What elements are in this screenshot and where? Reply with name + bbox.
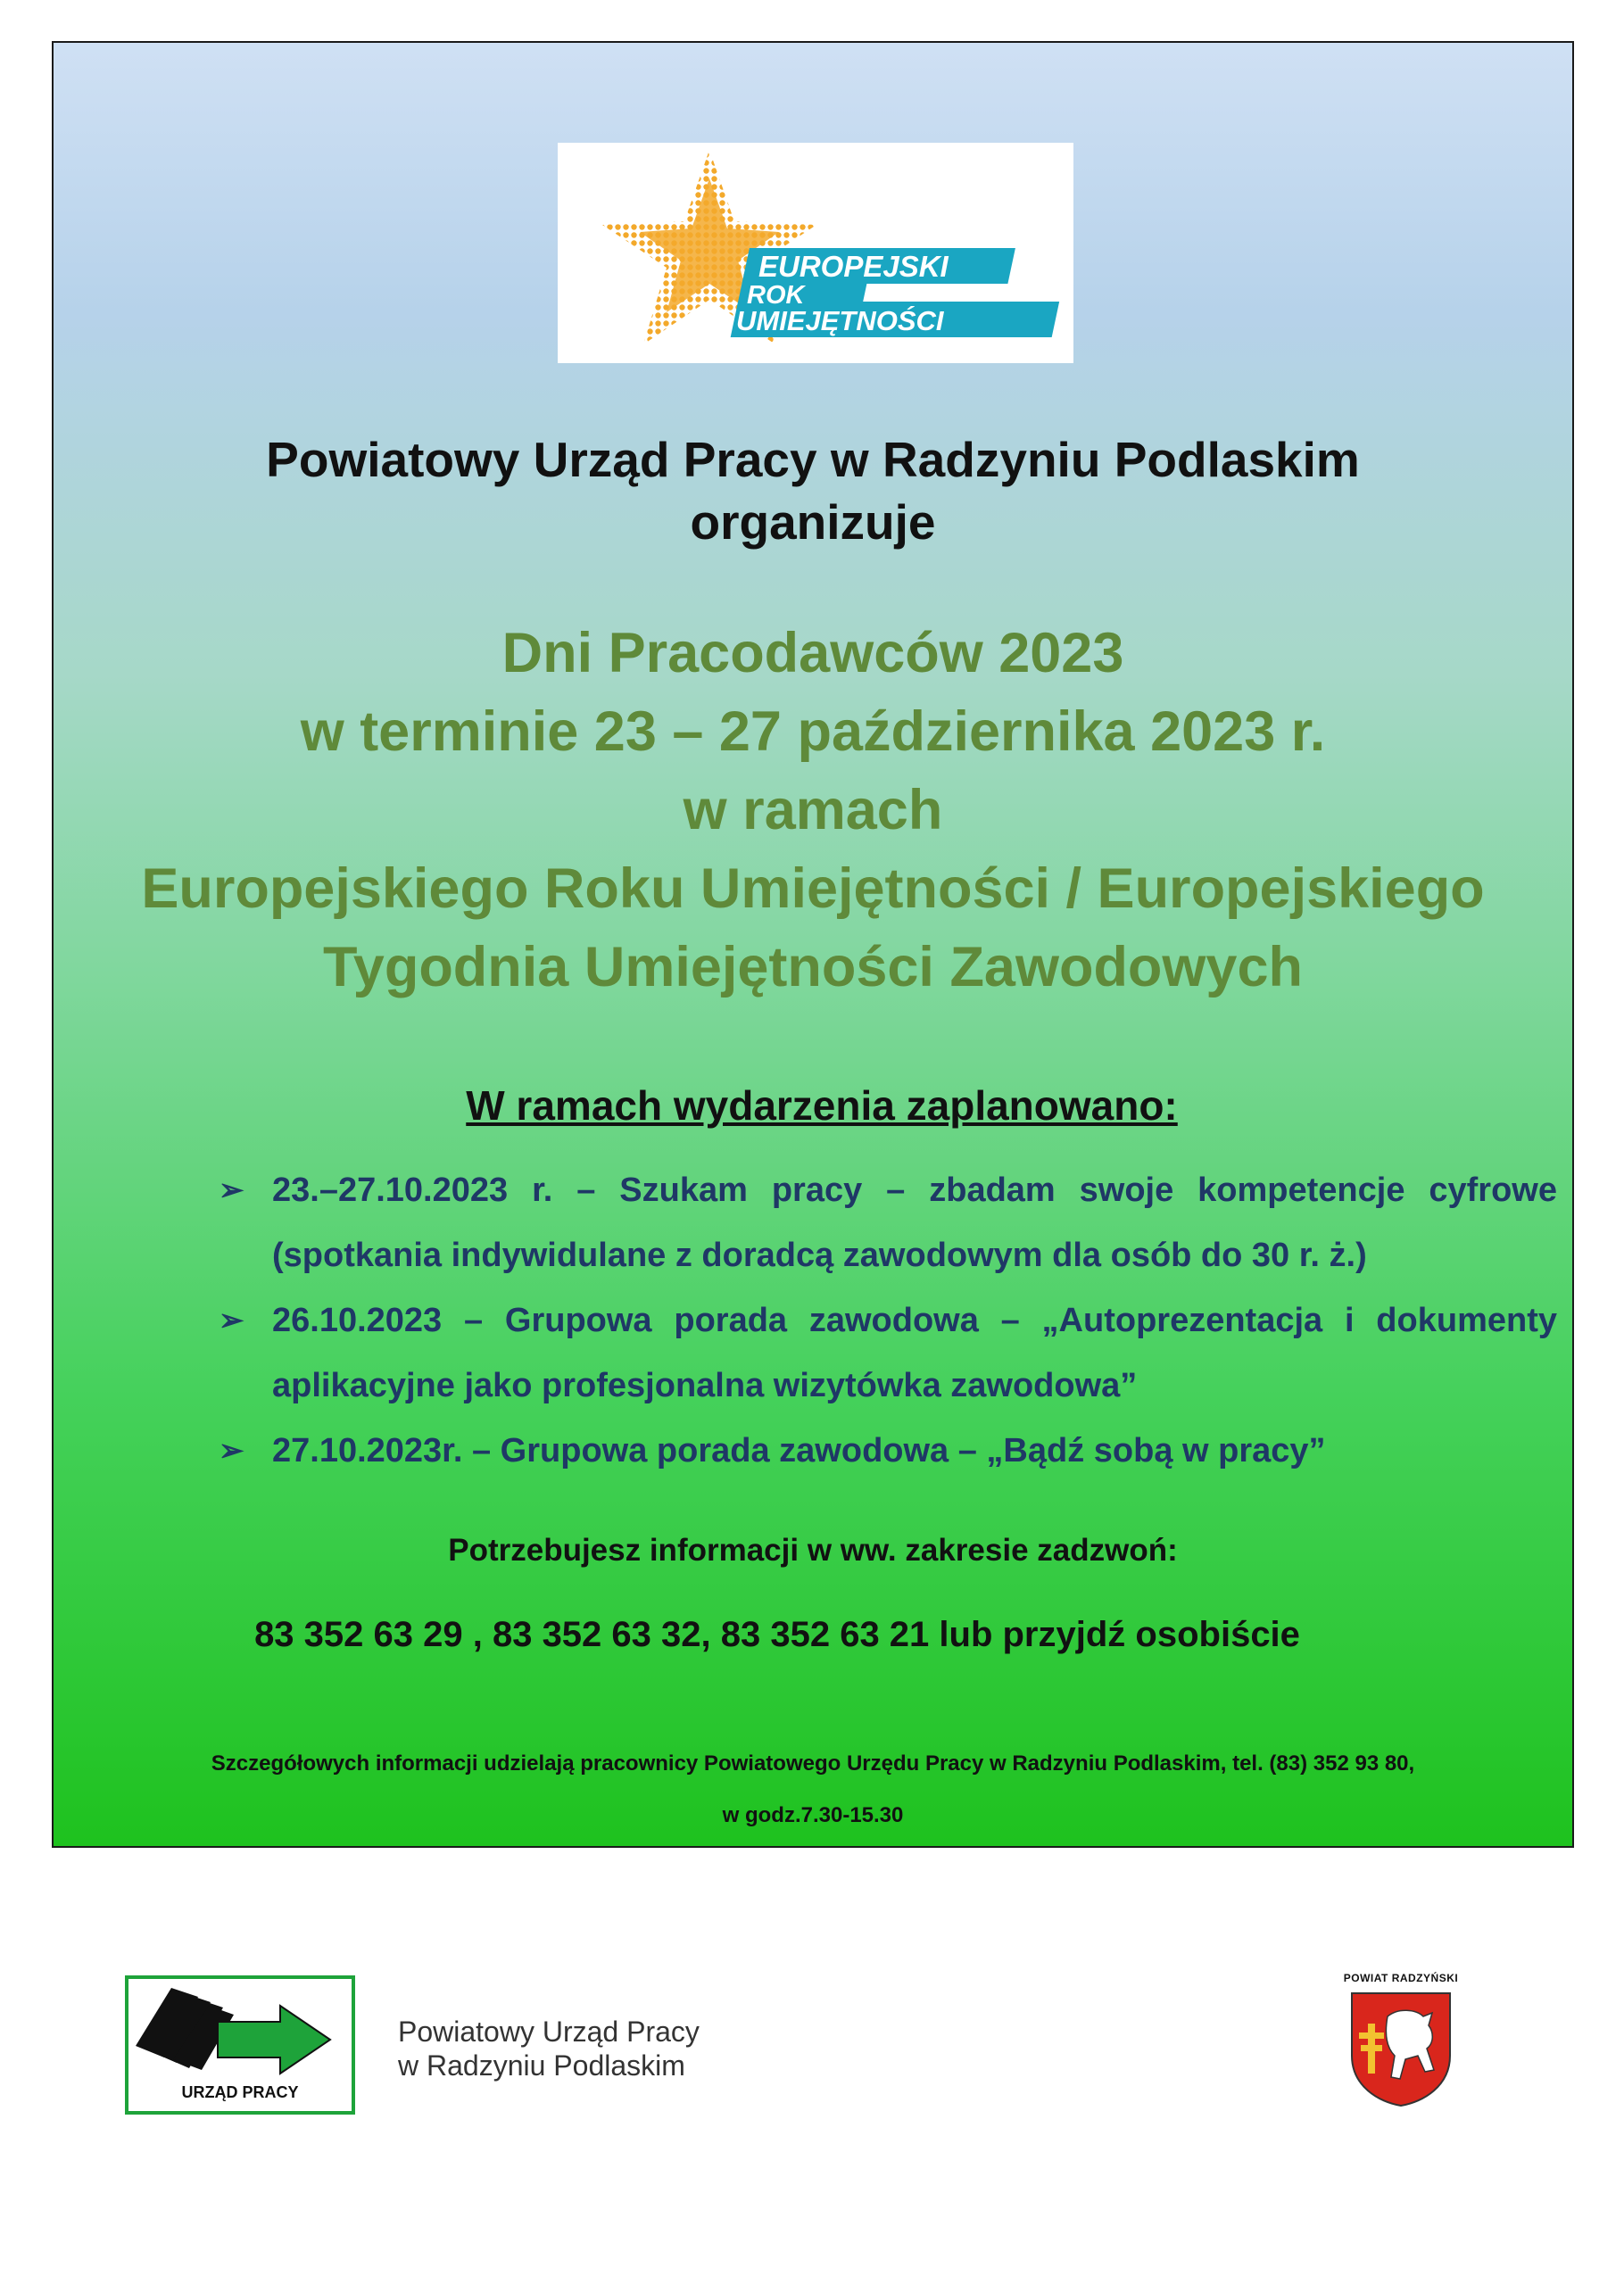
arrowhead-bullet-icon: ➢ — [219, 1304, 244, 1337]
poster — [52, 41, 1574, 1848]
organizer-heading — [54, 428, 1572, 553]
list-item — [219, 1288, 1557, 1419]
logo-line3: UMIEJĘTNOŚCI — [736, 305, 944, 336]
list-item-text: 23.–27.10.2023 r. – Szukam pracy – zbadam swoje kompetencje cyfrowe (spotkania indywidulane z doradcą zawodowym dla osób do 30 r. ż.) — [272, 1171, 1557, 1274]
event-title-line: Dni Pracodawców 2023 — [501, 622, 1124, 684]
event-title — [54, 614, 1572, 1006]
details-line: Szczegółowych informacji udzielają pracownicy Powiatowego Urzędu Pracy w Radzyniu Podlaskim, tel. (83) 352 93 80, — [211, 1751, 1415, 1776]
event-title-line: w terminie 23 – 27 października 2023 r. — [300, 700, 1326, 763]
details-hours: w godz.7.30-15.30 — [722, 1803, 904, 1827]
arrowhead-bullet-icon: ➢ — [219, 1434, 244, 1468]
logo-line2: ROK — [747, 281, 805, 310]
planned-list — [219, 1158, 1557, 1484]
list-item — [219, 1158, 1557, 1288]
pup-name: Powiatowy Urząd Pracy w Radzyniu Podlaskim — [398, 2016, 700, 2082]
arrowhead-bullet-icon: ➢ — [219, 1173, 244, 1207]
list-item-text: 26.10.2023 – Grupowa porada zawodowa – „Autoprezentacja i dokumenty aplikacyjne jako profesjonalna wizytówka zawodowa” — [272, 1302, 1557, 1404]
european-year-of-skills-logo — [558, 143, 1073, 363]
coat-of-arms-icon — [1348, 1990, 1454, 2107]
contact-phones: 83 352 63 29 , 83 352 63 32, 83 352 63 21 lub przyjdź osobiście — [254, 1615, 1300, 1654]
contact-details — [54, 1738, 1572, 1842]
powiat-crest — [1338, 1972, 1463, 2107]
list-item-text: 27.10.2023r. – Grupowa porada zawodowa – „Bądź sobą w pracy” — [272, 1432, 1326, 1470]
list-item — [219, 1419, 1557, 1484]
logo-line1: EUROPEJSKI — [758, 250, 949, 283]
event-title-line: w ramach — [683, 779, 943, 841]
event-title-line: Europejskiego Roku Umiejętności / Europejskiego — [141, 857, 1485, 920]
powiat-label: POWIAT RADZYŃSKI — [1343, 1972, 1459, 1984]
contact-question: Potrzebujesz informacji w ww. zakresie zadzwoń: — [448, 1533, 1178, 1568]
pup-caption: URZĄD PRACY — [181, 2083, 299, 2101]
star-logo-graphic — [558, 143, 1073, 363]
pup-logo — [125, 1975, 355, 2115]
planned-heading: W ramach wydarzenia zaplanowano: — [466, 1082, 1178, 1129]
documents-arrow-icon — [128, 1979, 352, 2077]
event-title-line: Tygodnia Umiejętności Zawodowych — [323, 936, 1303, 998]
organizer-name: Powiatowy Urząd Pracy w Radzyniu Podlaskim — [266, 432, 1360, 487]
organizer-verb: organizuje — [690, 494, 936, 550]
